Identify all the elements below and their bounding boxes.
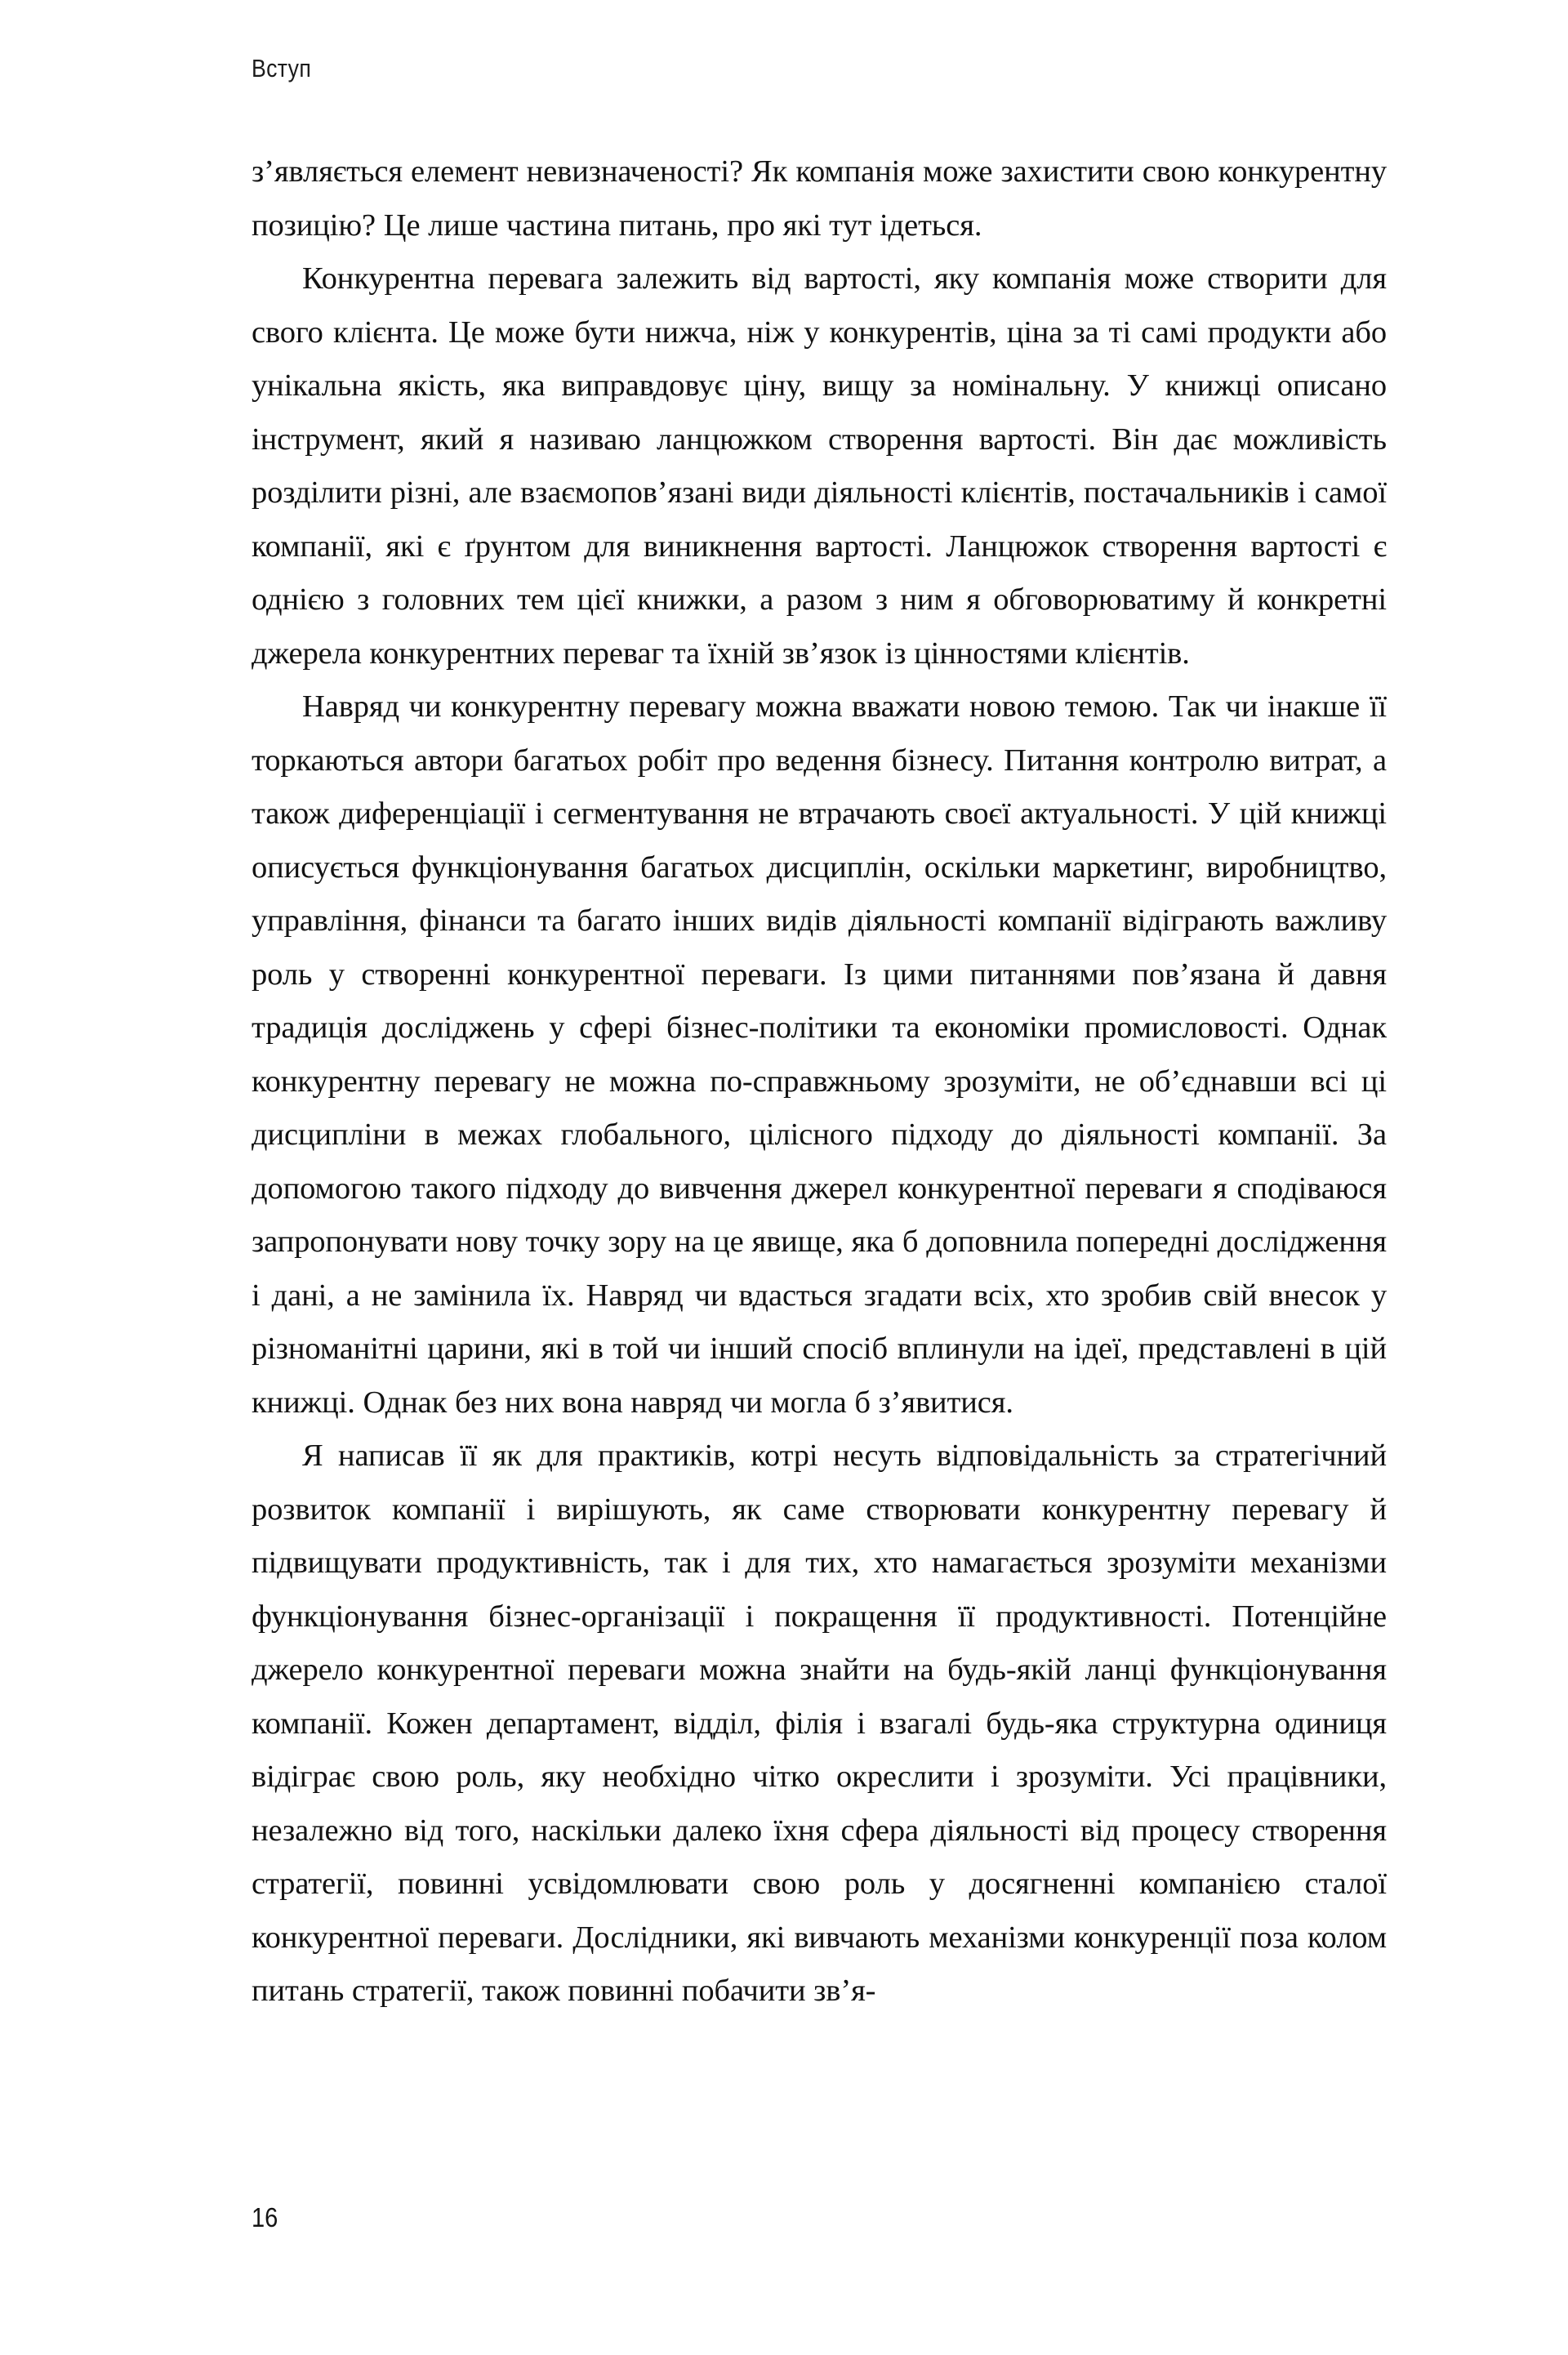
paragraph-continued: з’являється елемент невизначеності? Як компанія може захистити свою конкурентну позицію? Це лише частина питань, про які тут ідеться. (252, 154, 1387, 243)
paragraph-not-new-topic: Навряд чи конкурентну перевагу можна вважати новою темою. Так чи інакше її торкаються автори багатьох робіт про ведення бізнесу. Питання контролю витрат, а також диференціації і сегментування не втрачають своєї актуальності. У цій книжці описується функціонування багатьох дисциплін, оскільки маркетинг, виробництво, управління, фінанси та багато інших видів діяльності компанії відіграють важливу роль у створенні конкурентної переваги. Із цими питаннями пов’язана й давня традиція досліджень у сфері бізнес-політики та економіки промисловості. Однак конкурентну перевагу не можна по-справжньому зрозуміти, не об’єднавши всі ці дисципліни в межах глобального, цілісного підходу до діяльності компанії. За допомогою такого підходу до вивчення джерел конкурентної переваги я сподіваюся запропонувати нову точку зору на це явище, яка б доповнила попередні дослідження і дані, а не замінила їх. Навряд чи вдасться згадати всіх, хто зробив свій внесок у різноманітні царини, які в той чи інший спосіб вплинули на ідеї, представлені в цій книжці. Однак без них вона навряд чи могла б з’явитися. (252, 689, 1387, 1420)
body-text-column (252, 145, 1387, 2018)
paragraph-for-practitioners: Я написав її як для практиків, котрі несуть відповідальність за стратегічний розвиток компанії і вирішують, як саме створювати конкурентну перевагу й підвищувати продуктивність, так і для тих, хто намагається зрозуміти механізми функціонування бізнес-організації і покращення її продуктивності. Потенційне джерело конкурентної переваги можна знайти на будь-якій ланці функціонування компанії. Кожен департамент, відділ, філія і взагалі будь-яка структурна одиниця відіграє свою роль, яку необхідно чітко окреслити і зрозуміти. Усі працівники, незалежно від того, наскільки далеко їхня сфера діяльності від процесу створення стратегії, повинні усвідомлювати свою роль у досягненні компанією сталої конкурентної переваги. Дослідники, які вивчають механізми конкуренції поза колом питань стратегії, також повинні побачити зв’я- (252, 1438, 1387, 2008)
running-head: Вступ (252, 54, 312, 83)
paragraph-competitive-advantage: Конкурентна перевага залежить від вартості, яку компанія може створити для свого клієнта. Це може бути нижча, ніж у конкурентів, ціна за ті самі продукти або унікальна якість, яка виправдовує ціну, вищу за номінальну. У книжці описано інструмент, який я називаю ланцюжком створення вартості. Він дає можливість розділити різні, але взаємопов’язані види діяльності клієнтів, постачальників і самої компанії, які є ґрунтом для виникнення вартості. Ланцюжок створення вартості є однією з головних тем цієї книжки, а разом з ним я обговорюватиму й конкретні джерела конкурентних переваг та їхній зв’язок із цінностями клієнтів. (252, 261, 1387, 671)
page-number: 16 (252, 2202, 278, 2232)
page-content-area (201, 0, 1387, 2355)
